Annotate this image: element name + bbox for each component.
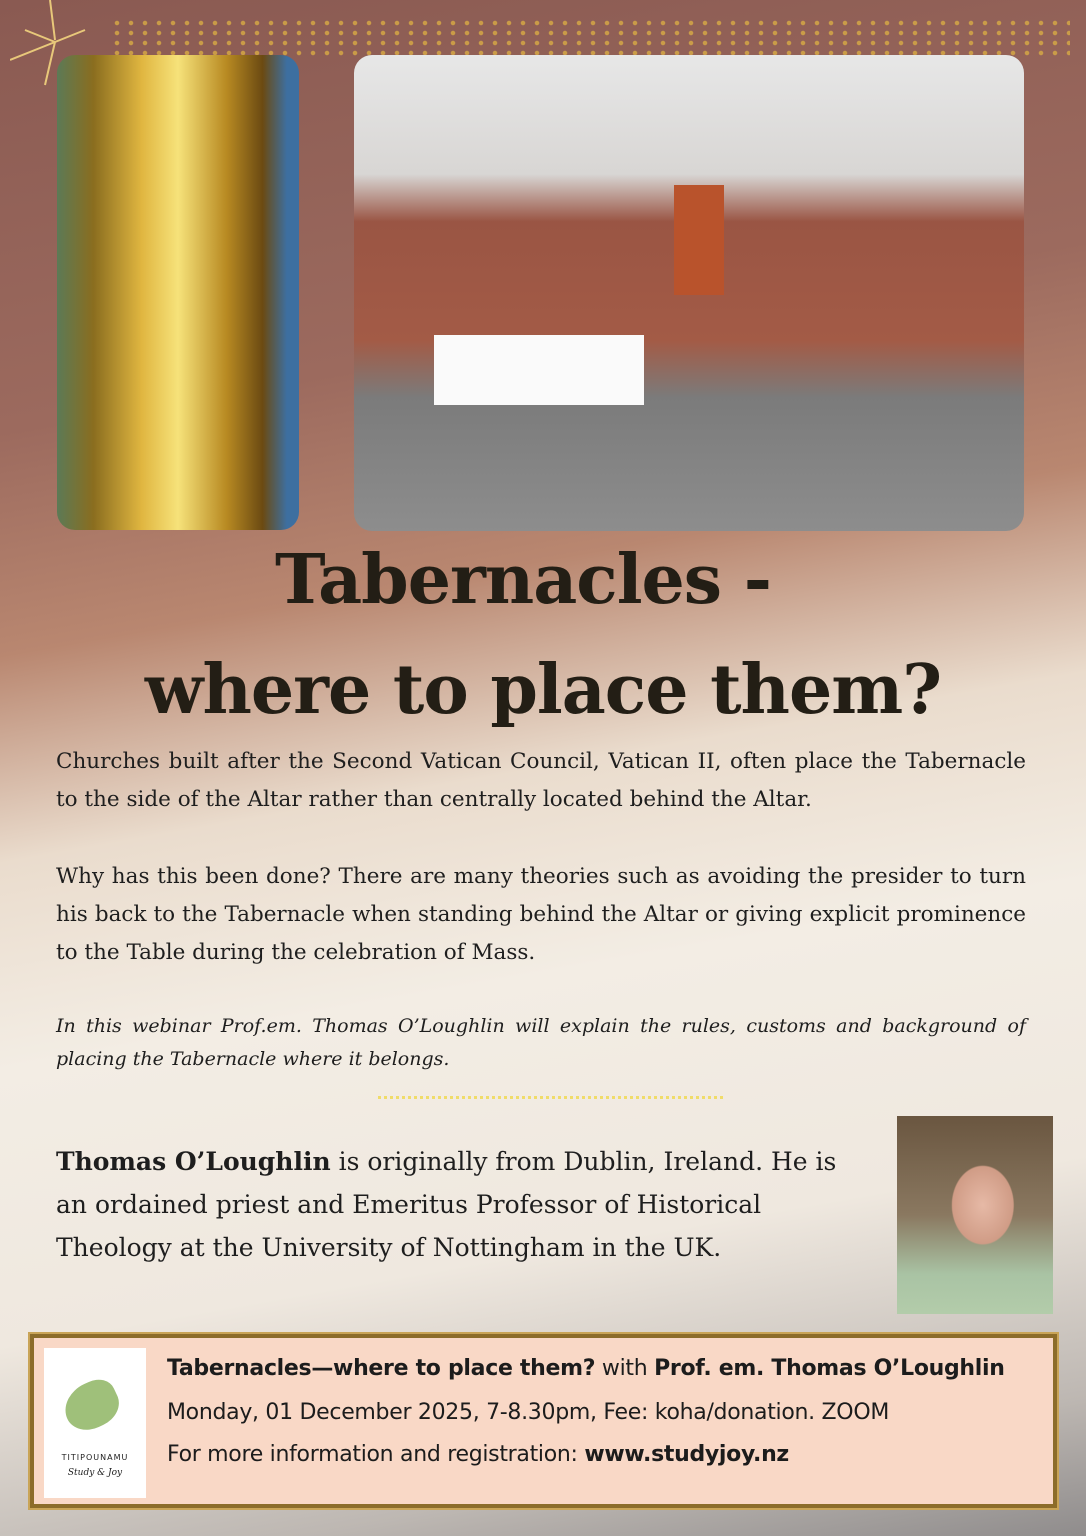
bio-text: is originally from Dublin, Ireland. He is an ordained priest and Emeritus Professor of Historical Theology at the University of Nottingham in the UK. [56, 1147, 837, 1262]
crucifix [674, 185, 724, 295]
website-link[interactable]: www.studyjoy.nz [584, 1442, 789, 1467]
event-title: Tabernacles—where to place them? [167, 1356, 596, 1381]
speaker-portrait [897, 1116, 1053, 1314]
info-label: For more information and registration: [167, 1442, 585, 1467]
registration-line [167, 1442, 789, 1467]
church-interior-photo [354, 55, 1024, 531]
intro-paragraph-2: Why has this been done? There are many theories such as avoiding the presider to turn his back to the Tabernacle when standing behind the Altar or giving explicit prominence to the Table during the celebration of Mass. [56, 864, 1026, 965]
title-line-1: Tabernacles - [275, 540, 771, 620]
speaker-name: Thomas O’Loughlin [56, 1147, 331, 1176]
with-text: with [595, 1356, 655, 1381]
logo-tagline: Study & Joy [67, 1468, 123, 1478]
logo-name: TITIPOUNAMU [61, 1453, 129, 1462]
event-details: Monday, 01 December 2025, 7-8.30pm, Fee: koha/donation. ZOOM [167, 1400, 890, 1425]
intro-paragraph-1: Churches built after the Second Vatican Council, Vatican II, often place the Tabernacle to the side of the Altar rather than centrally located behind the Altar. [56, 749, 1026, 812]
event-info-box [30, 1334, 1057, 1508]
event-speaker: Prof. em. Thomas O’Loughlin [654, 1356, 1005, 1381]
webinar-description: In this webinar Prof.em. Thomas O’Loughlin will explain the rules, customs and background of placing the Tabernacle where it belongs. [56, 1015, 1026, 1070]
speaker-bio [56, 1140, 856, 1269]
divider [378, 1096, 723, 1099]
tabernacle-photo [57, 55, 299, 530]
gold-dots-decoration [110, 18, 1070, 58]
bird-icon [57, 1373, 126, 1437]
title-line-2: where to place them? [144, 650, 942, 730]
altar [434, 335, 644, 405]
event-title-line [167, 1356, 1005, 1381]
studyjoy-logo [44, 1348, 146, 1498]
